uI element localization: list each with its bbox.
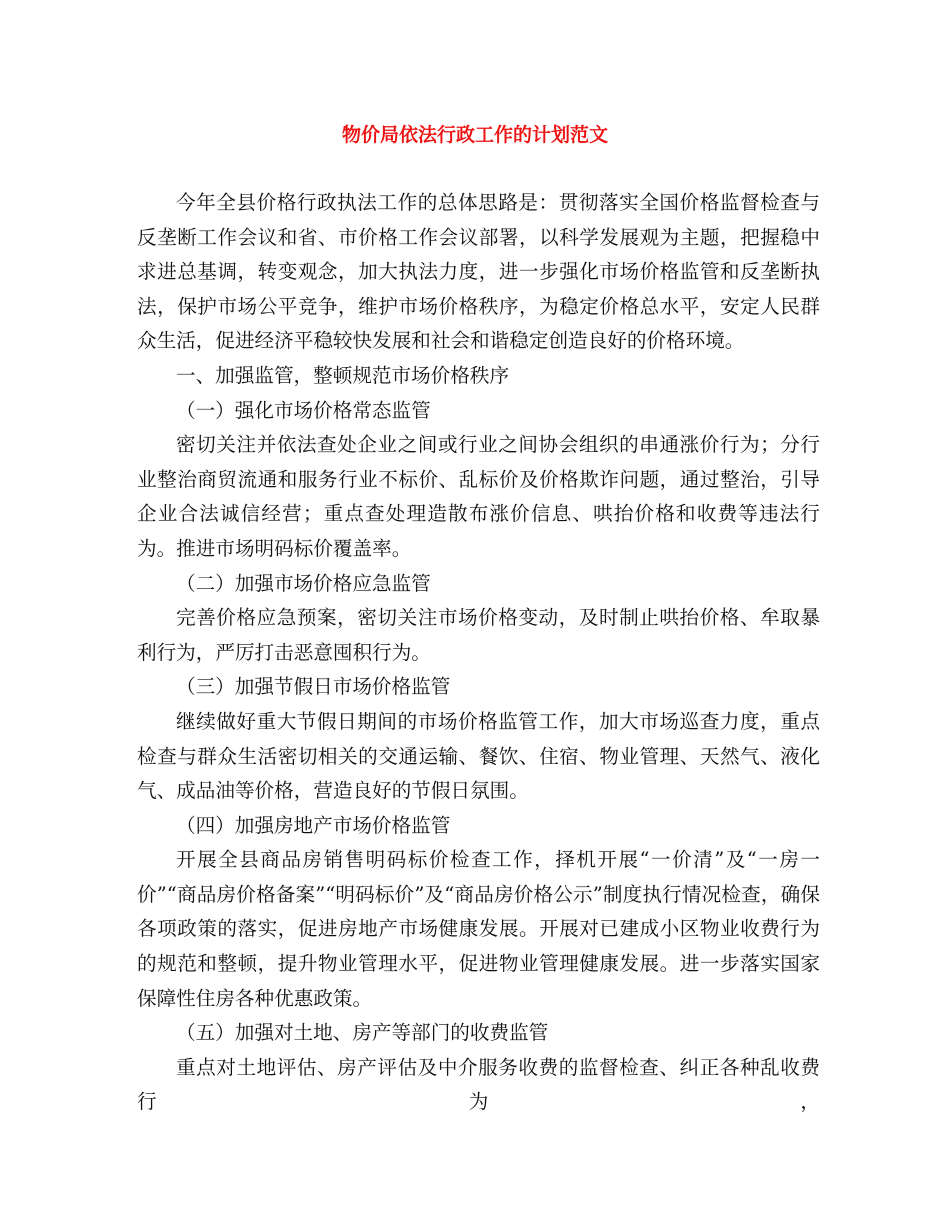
paragraph: 继续做好重大节假日期间的市场价格监管工作，加大市场巡查力度，重点检查与群众生活密切相关的交通运输、餐饮、住宿、物业管理、天然气、液化气、成品油等价格，营造良好的节假日氛围。: [137, 709, 820, 803]
paragraph: 今年全县价格行政执法工作的总体思路是：贯彻落实全国价格监督检查与反垄断工作会议和省、市价格工作会议部署，以科学发展观为主题，把握稳中求进总基调，转变观念，加大执法力度，进一步强化市场价格监管和反垄断执法，保护市场公平竞争，维护市场价格秩序，为稳定价格总水平，安定人民群众生活，促进经济平稳较快发展和社会和谐稳定创造良好的价格环境。: [137, 191, 820, 353]
paragraph: 密切关注并依法查处企业之间或行业之间协会组织的串通涨价行为；分行业整治商贸流通和服务行业不标价、乱标价及价格欺诈问题，通过整治，引导企业合法诚信经营；重点查处理造散布涨价信息、哄抬价格和收费等违法行为。推进市场明码标价覆盖率。: [137, 433, 820, 560]
paragraph: 开展全县商品房销售明码标价检查工作，择机开展“一价清”及“一房一价”“商品房价格备案”“明码标价”及“商品房价格公示”制度执行情况检查，确保各项政策的落实，促进房地产市场健康发展。开展对已建成小区物业收费行为的规范和整顿，提升物业管理水平，促进物业管理健康发展。进一步落实国家保障性住房各种优惠政策。: [137, 848, 820, 1010]
paragraph: 完善价格应急预案，密切关注市场价格变动，及时制止哄抬价格、牟取暴利行为，严厉打击恶意囤积行为。: [137, 606, 820, 664]
section-heading: 一、加强监管，整顿规范市场价格秩序: [176, 363, 510, 387]
document-body: [137, 186, 820, 1120]
subsection-heading: （三）加强节假日市场价格监管: [176, 675, 451, 699]
subsection-heading: （五）加强对土地、房产等部门的收费监管: [176, 1021, 549, 1045]
subsection-heading: （四）加强房地产市场价格监管: [176, 813, 451, 837]
subsection-heading: （一）强化市场价格常态监管: [176, 398, 431, 422]
document-title: 物价局依法行政工作的计划范文: [341, 124, 608, 146]
paragraph: 重点对土地评估、房产评估及中介服务收费的监督检查、纠正各种乱收费行为，: [137, 1055, 820, 1114]
subsection-heading: （二）加强市场价格应急监管: [176, 571, 431, 595]
